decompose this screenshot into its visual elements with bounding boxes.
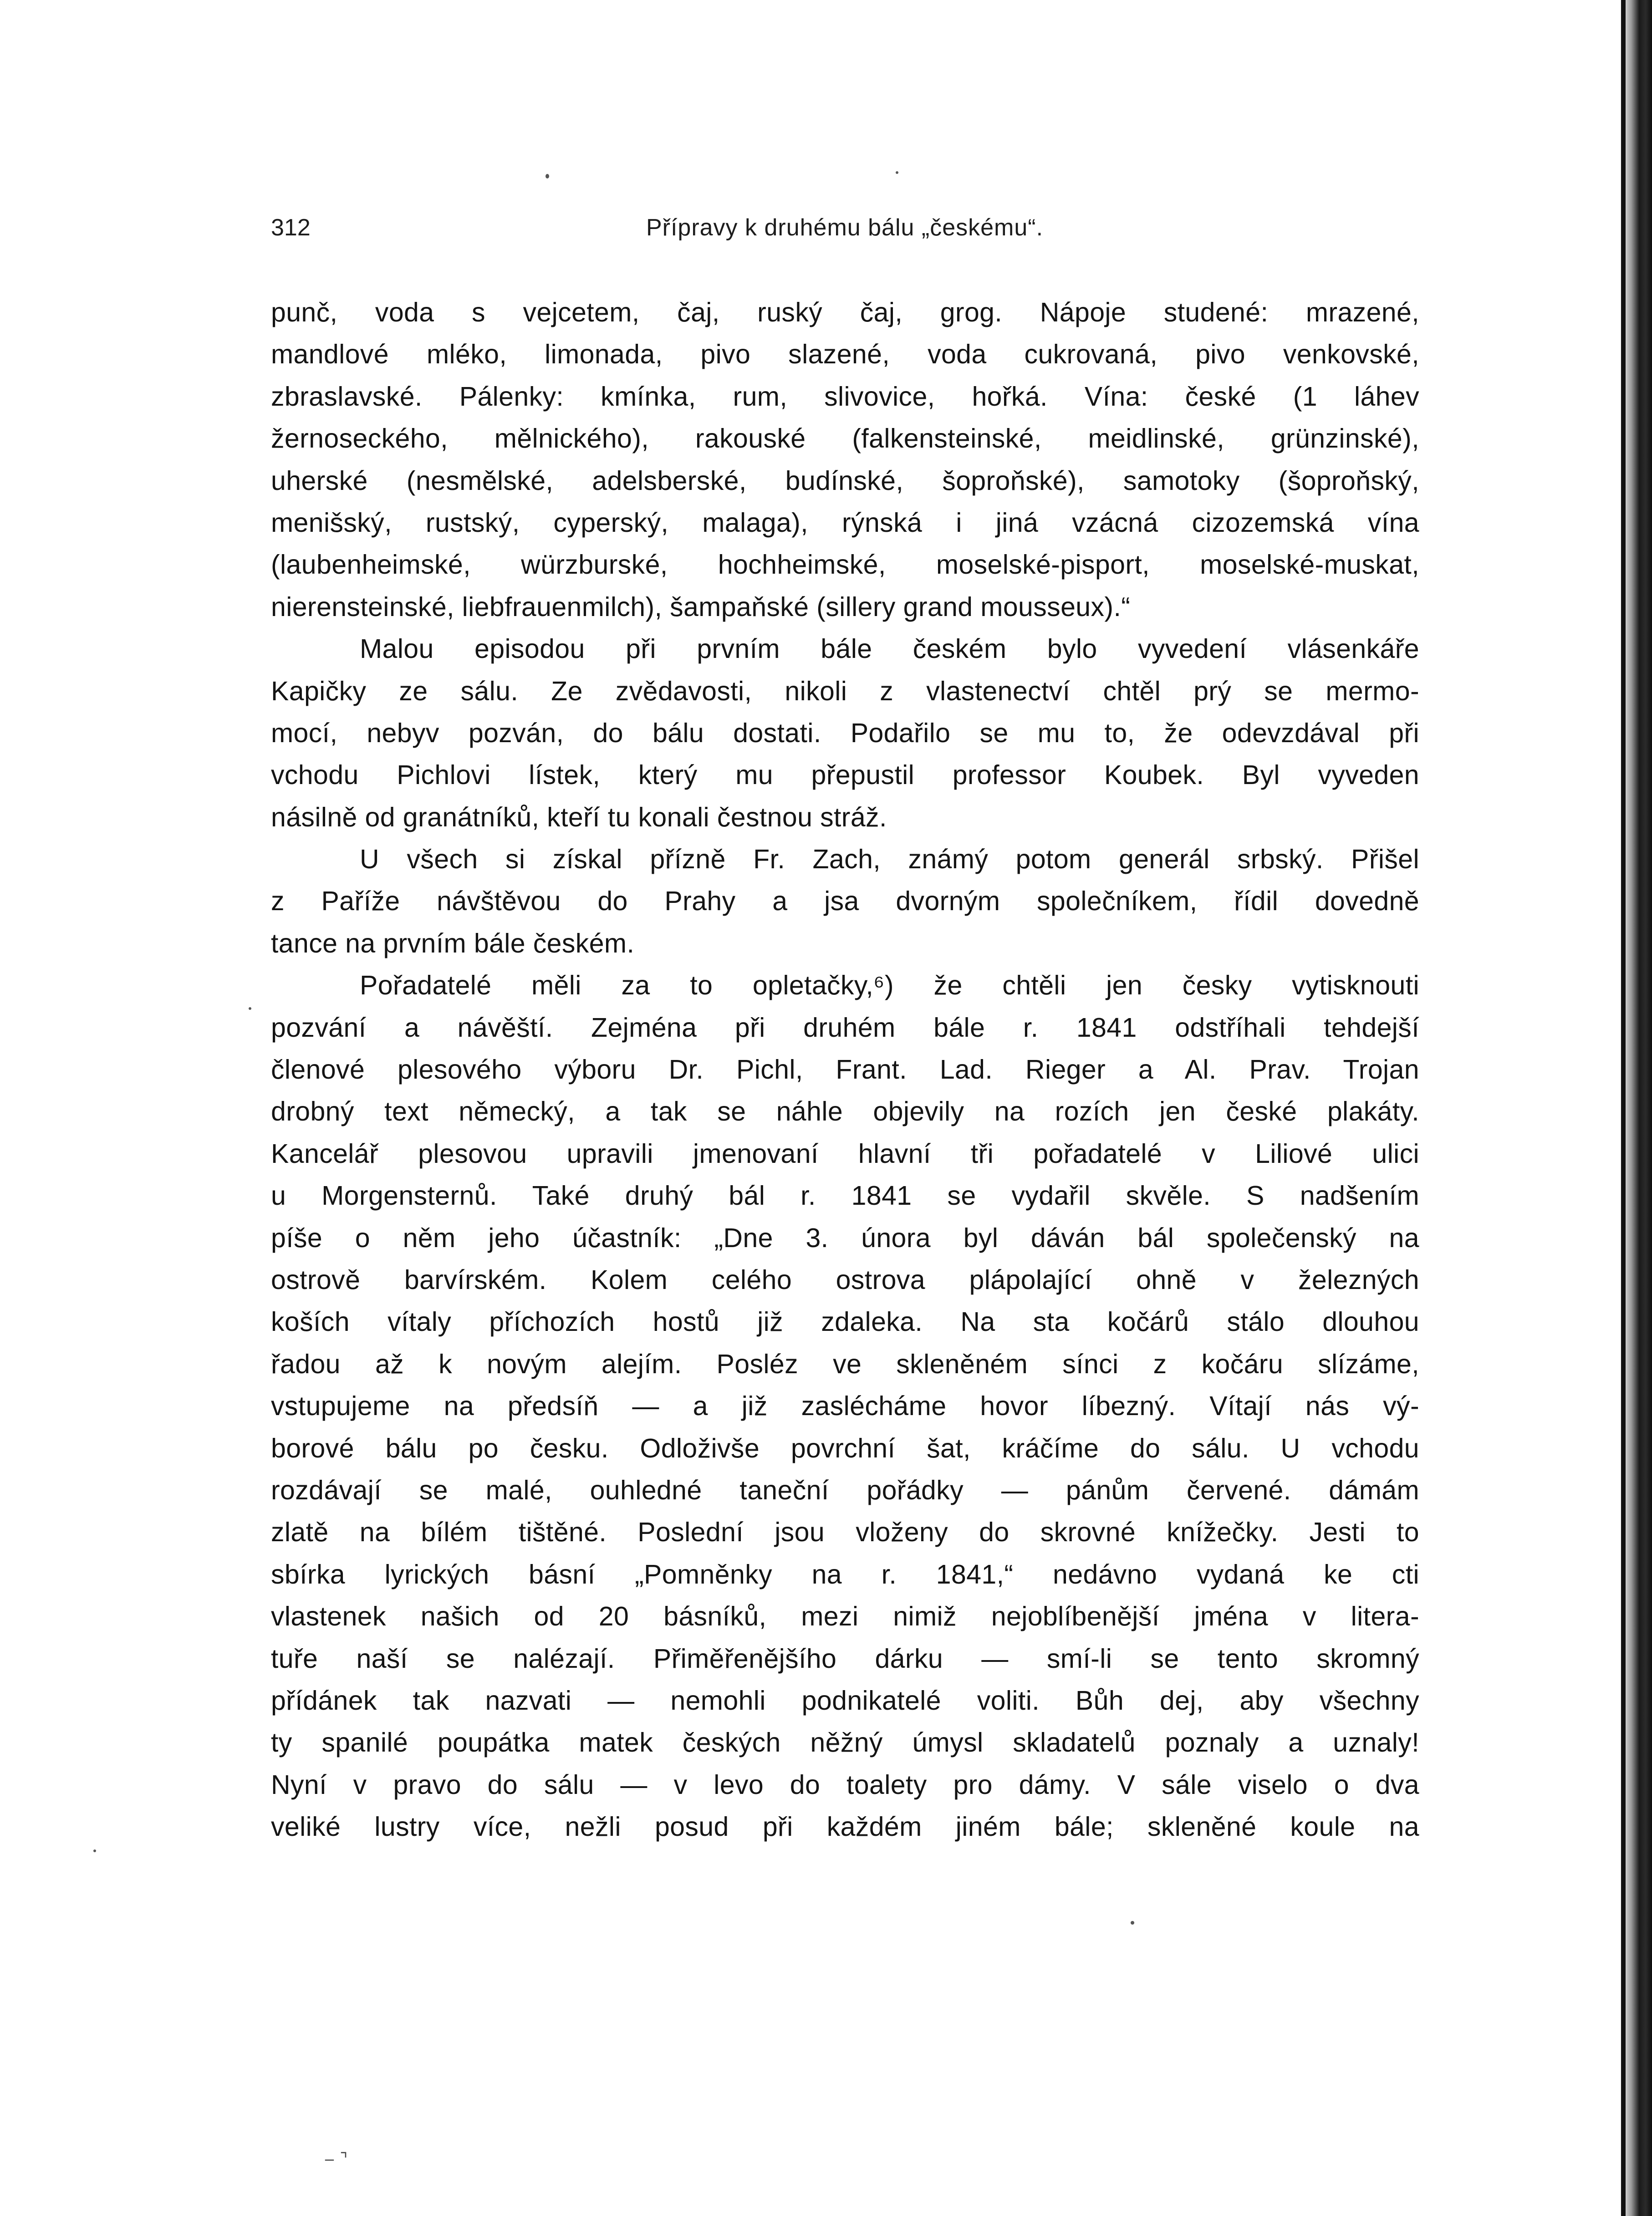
- page-number: 312: [271, 214, 311, 241]
- running-title: Přípravy k druhému bálu „českému“.: [646, 214, 1044, 241]
- text-line: mocí, nebyv pozván, do bálu dostati. Podařilo se mu to, že odevzdával při: [271, 718, 1419, 748]
- text-line: veliké lustry více, nežli posud při každém jiném bále; skleněné koule na: [271, 1812, 1419, 1842]
- text-line: Nyní v pravo do sálu — v levo do toalety pro dámy. V sále viselo o dva: [271, 1769, 1419, 1800]
- text-line: mandlové mléko, limonada, pivo slazené, voda cukrovaná, pivo venkovské,: [271, 339, 1419, 370]
- text-line: Kancelář plesovou upravili jmenovaní hlavní tři pořadatelé v Liliové ulici: [271, 1138, 1419, 1169]
- speck: [93, 1849, 96, 1852]
- speck: [896, 171, 898, 174]
- speck: [249, 1007, 251, 1010]
- text-line: Pořadatelé měli za to opletačky,⁶) že chtěli jen česky vytisknouti: [360, 970, 1419, 1001]
- text-line: řadou až k novým alejím. Posléz ve skleněném sínci z kočáru slízáme,: [271, 1349, 1419, 1379]
- text-line: vchodu Pichlovi lístek, který mu přepustil professor Koubek. Byl vyveden: [271, 760, 1419, 790]
- text-line: drobný text německý, a tak se náhle objevily na rozích jen české plakáty.: [271, 1096, 1419, 1127]
- page-header: [271, 207, 1418, 248]
- text-line: koších vítaly příchozích hostů již zdaleka. Na sta kočárů stálo dlouhou: [271, 1307, 1419, 1337]
- text-line: uherské (nesmělské, adelsberské, budínské, šoproňské), samotoky (šoproňský,: [271, 465, 1419, 496]
- text-line: žernoseckého, mělnického), rakouské (falkensteinské, meidlinské, grünzinské),: [271, 423, 1419, 454]
- text-line: vlastenek našich od 20 básníků, mezi nimiž nejoblíbenější jména v litera-: [271, 1601, 1419, 1632]
- text-line: u Morgensternů. Také druhý bál r. 1841 se vydařil skvěle. S nadšením: [271, 1181, 1419, 1211]
- body-text: [271, 291, 1419, 1848]
- text-line: ty spanilé poupátka matek českých něžný úmysl skladatelů poznaly a uznaly!: [271, 1727, 1419, 1758]
- text-line: sbírka lyrických básní „Pomněnky na r. 1841,“ nedávno vydaná ke cti: [271, 1559, 1419, 1589]
- text-line: vstupujeme na předsíň — a již zaslécháme hovor líbezný. Vítají nás vý-: [271, 1391, 1419, 1421]
- text-line: zbraslavské. Pálenky: kmínka, rum, slivovice, hořká. Vína: české (1 láhev: [271, 381, 1419, 412]
- speck: [546, 174, 549, 178]
- text-line: (laubenheimské, würzburské, hochheimské, moselské-pisport, moselské-muskat,: [271, 550, 1419, 580]
- text-line: tuře naší se nalézají. Přiměřenějšího dárku — smí-li se tento skromný: [271, 1643, 1419, 1674]
- text-line: z Paříže návštěvou do Prahy a jsa dvorným společníkem, řídil dovedně: [271, 886, 1419, 917]
- text-line: násilně od granátníků, kteří tu konali čestnou stráž.: [271, 802, 887, 832]
- text-line: přídánek tak nazvati — nemohli podnikatelé voliti. Bůh dej, aby všechny: [271, 1685, 1419, 1716]
- text-line: rozdávají se malé, ouhledné taneční pořádky — pánům červené. dámám: [271, 1475, 1419, 1505]
- text-line: Kapičky ze sálu. Ze zvědavosti, nikoli z vlastenectví chtěl prý se mermo-: [271, 676, 1419, 706]
- text-line: členové plesového výboru Dr. Pichl, Frant. Lad. Rieger a Al. Prav. Trojan: [271, 1055, 1419, 1085]
- text-line: píše o něm jeho účastník: „Dne 3. února byl dáván bál společenský na: [271, 1223, 1419, 1253]
- text-line: tance na prvním bále českém.: [271, 928, 635, 958]
- binding-line: [1621, 0, 1626, 2216]
- speck: [1131, 1921, 1134, 1925]
- text-line: nierensteinské, liebfrauenmilch), šampaňské (sillery grand mousseux).“: [271, 591, 1131, 622]
- text-line: U všech si získal přízně Fr. Zach, známý potom generál srbský. Přišel: [360, 844, 1419, 875]
- text-line: punč, voda s vejcetem, čaj, ruský čaj, grog. Nápoje studené: mrazené,: [271, 297, 1419, 327]
- text-line: pozvání a návěští. Zejména při druhém bále r. 1841 odstříhali tehdejší: [271, 1012, 1419, 1043]
- bottom-mark: ‒ ⌝: [324, 2150, 348, 2169]
- text-line: zlatě na bílém tištěné. Poslední jsou vloženy do skrovné knížečky. Jesti to: [271, 1517, 1419, 1548]
- text-line: Malou episodou při prvním bále českém bylo vyvedení vlásenkáře: [360, 634, 1419, 664]
- text-line: menišský, rustský, cyperský, malaga), rýnská i jiná vzácná cizozemská vína: [271, 507, 1419, 538]
- text-line: borové bálu po česku. Odloživše povrchní šat, kráčíme do sálu. U vchodu: [271, 1433, 1419, 1463]
- text-line: ostrově barvírském. Kolem celého ostrova plápolající ohně v železných: [271, 1264, 1419, 1295]
